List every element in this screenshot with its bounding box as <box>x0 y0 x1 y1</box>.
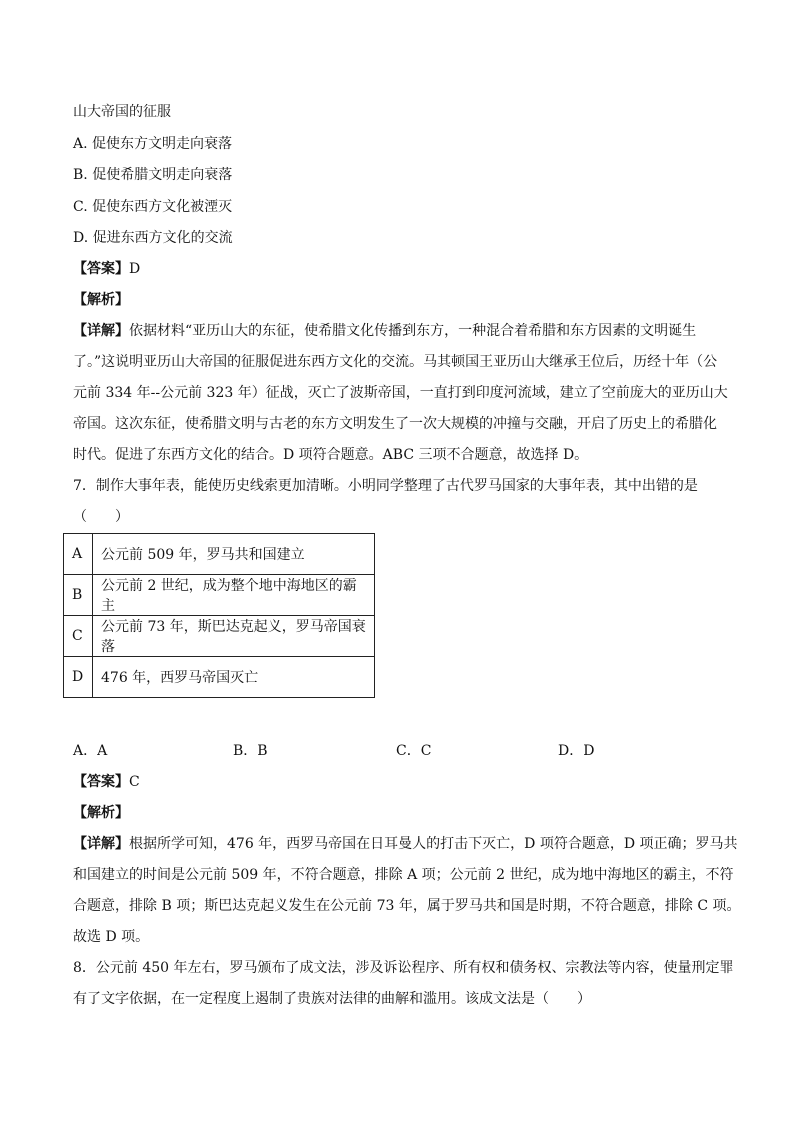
row-letter: C <box>64 616 93 657</box>
q6-option-b: B. 促使希腊文明走向衰落 <box>73 167 233 183</box>
detail-text: 根据所学可知，476 年，西罗马帝国在日耳曼人的打击下灭亡，D 项符合题意，D 项正确；罗马共 <box>129 836 738 852</box>
table-row <box>64 575 375 616</box>
q6-detail-line-4: 帝国。这次东征，使希腊文明与古老的东方文明发生了一次大规模的冲撞与交融，开启了历史上的希腊化 <box>73 416 717 432</box>
answer-label: 【答案】 <box>73 261 129 277</box>
q7-detail-line-1 <box>73 834 738 854</box>
q7-choice-c: C．C <box>396 743 432 759</box>
q7-stem-line-1: 7．制作大事年表，能使历史线索更加清晰。小明同学整理了古代罗马国家的大事年表，其中出错的是 <box>73 478 698 494</box>
events-table <box>63 533 375 698</box>
q7-choice-b: B．B <box>233 743 268 759</box>
q7-stem-line-2: （ ） <box>73 509 129 525</box>
q6-detail-line-5: 时代。促进了东西方文化的结合。D 项符合题意。ABC 三项不合题意，故选择 D。 <box>73 447 589 463</box>
q7-detail-line-4: 故选 D 项。 <box>73 929 150 945</box>
detail-label: 【详解】 <box>73 323 129 339</box>
q6-option-a: A. 促使东方文明走向衰落 <box>73 136 233 152</box>
q7-answer <box>73 772 140 792</box>
answer-value: D <box>129 261 141 277</box>
q8-stem-line-2: 有了文字依据，在一定程度上遏制了贵族对法律的曲解和滥用。该成文法是（ ） <box>73 991 591 1007</box>
q7-choice-d: D．D <box>558 743 595 759</box>
q7-choice-a: A．A <box>73 743 108 759</box>
row-text: 476 年，西罗马帝国灭亡 <box>93 657 375 698</box>
q8-stem-line-1: 8．公元前 450 年左右，罗马颁布了成文法，涉及诉讼程序、所有权和债务权、宗教法等内容，使量刑定罪 <box>73 960 734 976</box>
row-text: 公元前 509 年，罗马共和国建立 <box>93 534 375 575</box>
q6-detail-line-1 <box>73 321 696 341</box>
table-row <box>64 534 375 575</box>
row-text: 公元前 2 世纪，成为整个地中海地区的霸主 <box>93 575 375 616</box>
answer-value: C <box>129 774 140 790</box>
row-letter: D <box>64 657 93 698</box>
q6-option-d: D. 促进东西方文化的交流 <box>73 230 233 246</box>
analysis-label: 【解析】 <box>73 292 129 308</box>
q6-detail-line-2: 了。”这说明亚历山大帝国的征服促进东西方文化的交流。马其顿国王亚历山大继承王位后，历经十年（公 <box>73 354 718 370</box>
row-text: 公元前 73 年，斯巴达克起义，罗马帝国衰落 <box>93 616 375 657</box>
row-letter: A <box>64 534 93 575</box>
analysis-label: 【解析】 <box>73 805 129 821</box>
q6-option-c: C. 促使东西方文化被湮灭 <box>73 199 233 215</box>
q7-detail-line-2: 和国建立的时间是公元前 509 年，不符合题意，排除 A 项；公元前 2 世纪，成为地中海地区的霸主，不符 <box>73 867 734 883</box>
detail-text: 依据材料“亚历山大的东征，使希腊文化传播到东方，一种混合着希腊和东方因素的文明诞生 <box>129 323 697 339</box>
row-letter: B <box>64 575 93 616</box>
q7-detail-line-3: 合题意，排除 B 项；斯巴达克起义发生在公元前 73 年，属于罗马共和国是时期，不符合题意，排除 C 项。 <box>73 898 741 914</box>
q6-stem-tail: 山大帝国的征服 <box>73 104 171 120</box>
q7-analysis-label <box>73 803 129 823</box>
detail-label: 【详解】 <box>73 836 129 852</box>
table-row <box>64 657 375 698</box>
answer-label: 【答案】 <box>73 774 129 790</box>
table-row <box>64 616 375 657</box>
q6-detail-line-3: 元前 334 年--公元前 323 年）征战，灭亡了波斯帝国，一直打到印度河流域，建立了空前庞大的亚历山大 <box>73 385 728 401</box>
q6-answer <box>73 259 140 279</box>
q6-analysis-label <box>73 290 129 310</box>
